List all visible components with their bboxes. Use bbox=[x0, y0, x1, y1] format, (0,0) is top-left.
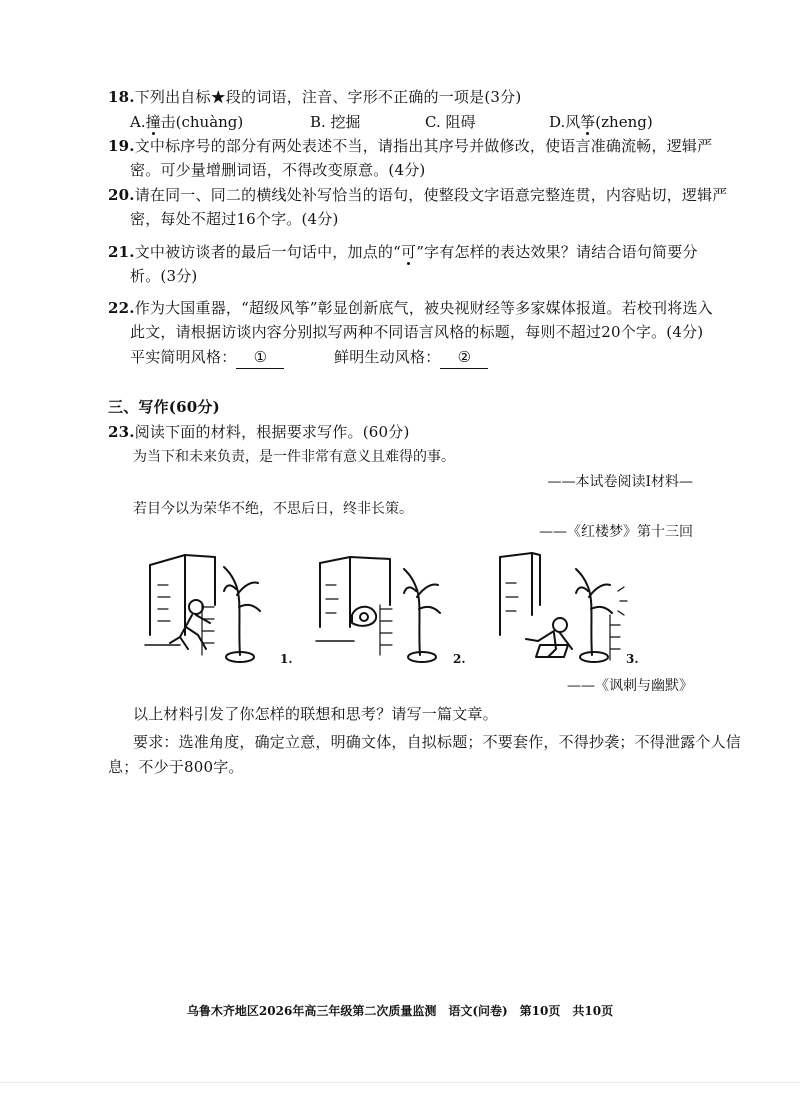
question-18-option-b: B. 挖掘 bbox=[310, 113, 361, 131]
page-footer: 乌鲁木齐地区2026年高三年级第二次质量监测 语文(问卷) 第10页 共10页 bbox=[186, 1004, 614, 1018]
question-21-text-a: 文中被访谈者的最后一句话中，加点的“ bbox=[134, 243, 401, 261]
question-23-intro bbox=[108, 421, 410, 443]
question-19-line-1 bbox=[108, 135, 712, 157]
question-18-option-d bbox=[549, 111, 653, 133]
material-quote-1: 为当下和未来负责，是一件非常有意义且难得的事。 bbox=[133, 449, 455, 465]
cartoon-panel-3 bbox=[500, 553, 627, 662]
title-style-vivid-row bbox=[334, 346, 488, 369]
question-22-number: 22. bbox=[108, 299, 135, 317]
option-a-rest: 击(chuàng) bbox=[160, 113, 244, 131]
question-21-line-1 bbox=[108, 241, 698, 263]
question-21-dotted-char: 可 bbox=[400, 243, 417, 261]
question-20-number: 20. bbox=[108, 186, 135, 204]
title-style-plain-label: 平实简明风格： bbox=[130, 348, 237, 366]
cartoon-panel-2 bbox=[316, 557, 440, 662]
material-source-2: ——《红楼梦》第十三回 bbox=[539, 524, 693, 540]
panel-label-1: 1. bbox=[280, 652, 293, 666]
material-source-3: ——《讽刺与幽默》 bbox=[567, 678, 693, 694]
option-a-dotted-char: 撞 bbox=[145, 113, 161, 131]
option-d-rest: (zheng) bbox=[595, 113, 653, 131]
option-d-prefix: D.风 bbox=[549, 113, 581, 131]
question-18-number: 18. bbox=[108, 88, 135, 106]
question-23-number: 23. bbox=[108, 423, 135, 441]
question-21-line-2: 析。(3分) bbox=[130, 267, 198, 285]
question-20-text-1: 请在同一、同二的横线处补写恰当的语句，使整段文字语意完整连贯，内容贴切，逻辑严 bbox=[134, 186, 728, 204]
cartoon-illustration bbox=[140, 545, 640, 675]
option-a-prefix: A. bbox=[130, 113, 146, 131]
question-19-line-2: 密。可少量增删词语，不得改变原意。(4分) bbox=[130, 161, 426, 179]
question-23-intro-text: 阅读下面的材料，根据要求写作。(60分) bbox=[134, 423, 410, 441]
question-23-requirement-1: 要求：选准角度，确定立意，明确文体，自拟标题；不要套作，不得抄袭；不得泄露个人信 bbox=[133, 733, 742, 751]
question-18-stem bbox=[108, 86, 521, 108]
question-20-line-2: 密，每处不超过16个字。(4分) bbox=[130, 210, 339, 228]
answer-blank-2[interactable]: ② bbox=[440, 346, 488, 369]
answer-blank-1[interactable]: ① bbox=[236, 346, 284, 369]
question-18-option-c: C. 阻碍 bbox=[425, 113, 476, 131]
question-23-requirement-2: 息；不少于800字。 bbox=[108, 758, 244, 776]
material-source-1: ——本试卷阅读I材料— bbox=[547, 474, 693, 490]
question-22-line-2: 此文，请根据访谈内容分别拟写两种不同语言风格的标题，每则不超过20个字。(4分) bbox=[130, 323, 704, 341]
title-style-plain-row bbox=[130, 346, 284, 369]
question-19-number: 19. bbox=[108, 137, 135, 155]
question-22-text-1: 作为大国重器，“超级风筝”彰显创新底气，被央视财经等多家媒体报道。若校刊将选入 bbox=[134, 299, 713, 317]
material-quote-2: 若目今以为荣华不绝，不思后日，终非长策。 bbox=[133, 501, 413, 517]
question-18-text-a: 下列出自标 bbox=[134, 88, 211, 106]
panel-label-3: 3. bbox=[626, 652, 639, 666]
section-3-heading: 三、写作(60分) bbox=[108, 398, 220, 416]
title-style-vivid-label: 鲜明生动风格： bbox=[334, 348, 441, 366]
question-19-text-1: 文中标序号的部分有两处表述不当，请指出其序号并做修改，使语言准确流畅，逻辑严 bbox=[134, 137, 713, 155]
question-20-line-1 bbox=[108, 184, 728, 206]
option-d-dotted-char: 筝 bbox=[580, 113, 596, 131]
question-18-text-b: 段的词语，注音、字形不正确的一项是(3分) bbox=[225, 88, 522, 106]
question-21-text-b: ”字有怎样的表达效果？请结合语句简要分 bbox=[416, 243, 698, 261]
question-23-prompt: 以上材料引发了你怎样的联想和思考？请写一篇文章。 bbox=[133, 705, 498, 723]
star-icon: ★ bbox=[210, 88, 226, 106]
question-22-line-1 bbox=[108, 297, 713, 319]
question-21-number: 21. bbox=[108, 243, 135, 261]
bottom-divider bbox=[0, 1082, 800, 1083]
panel-label-2: 2. bbox=[453, 652, 466, 666]
question-18-option-a bbox=[130, 111, 243, 133]
cartoon-panel-1 bbox=[145, 555, 260, 662]
